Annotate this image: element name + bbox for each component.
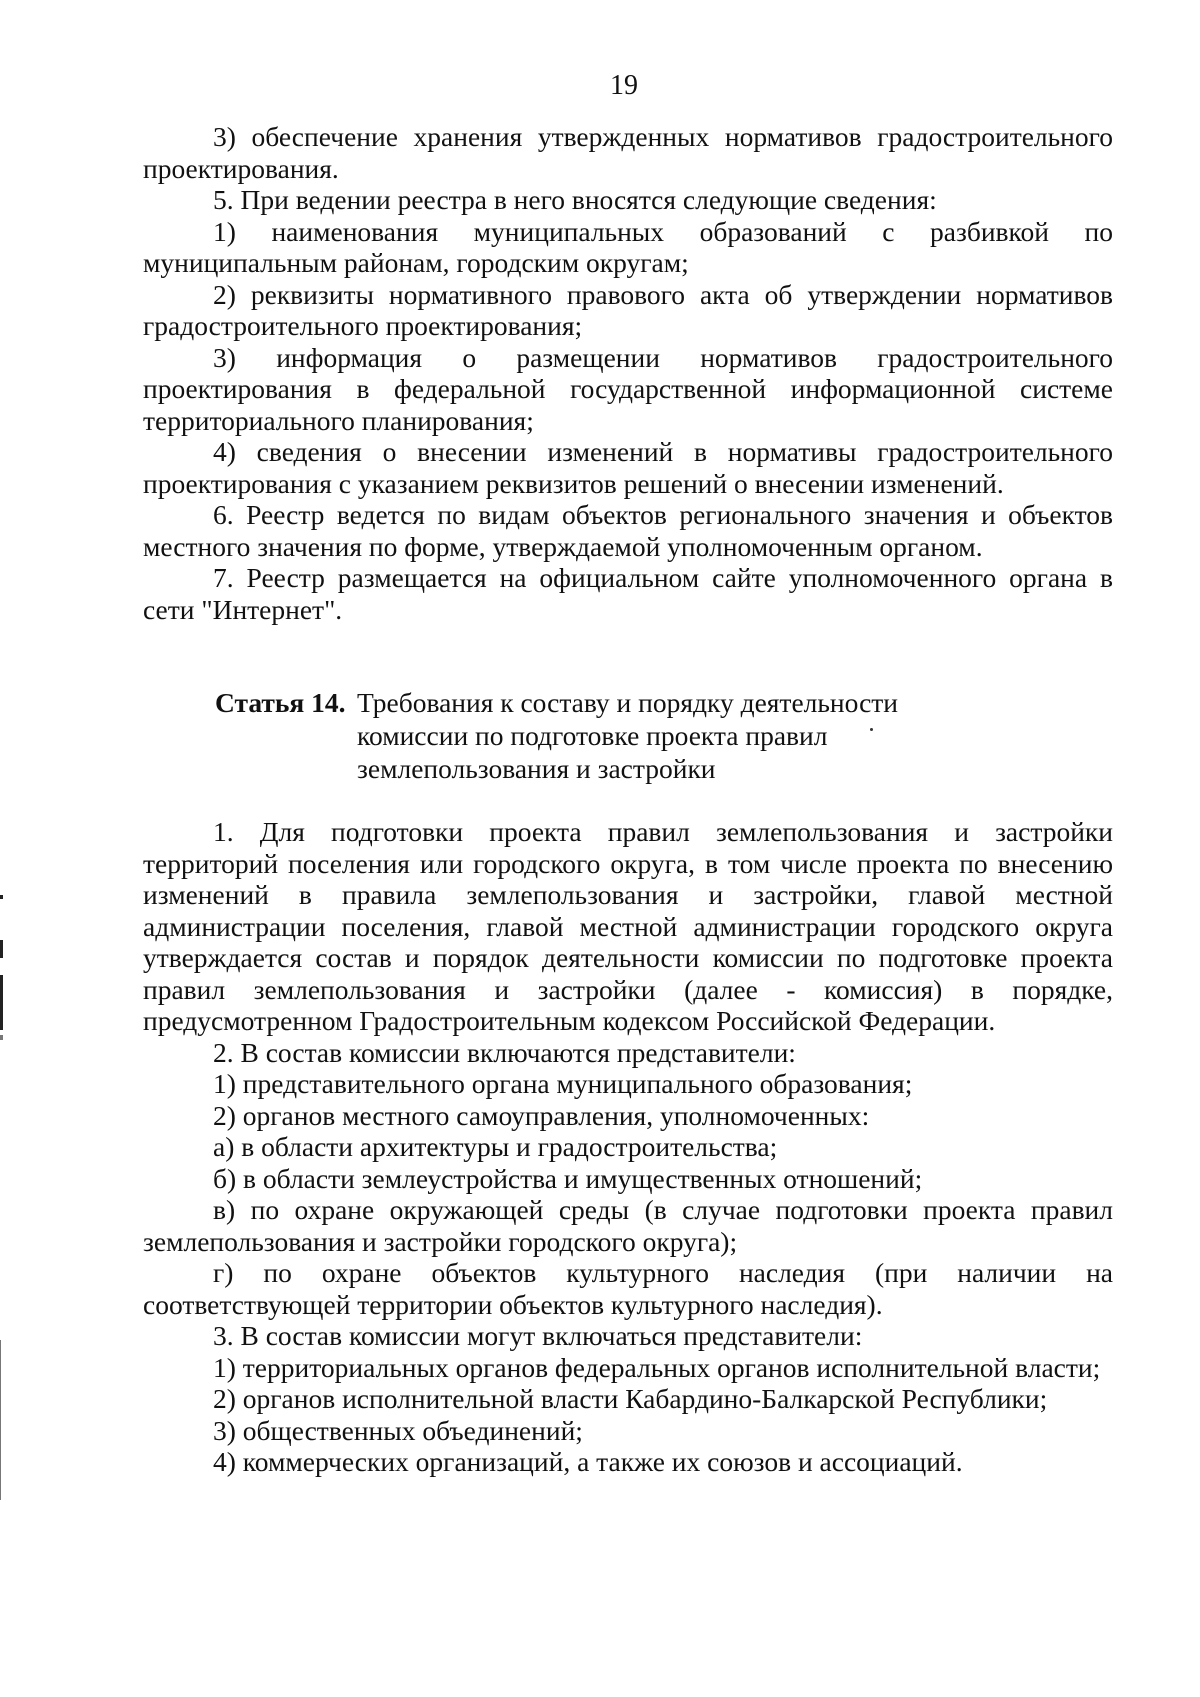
paragraph: 3) общественных объединений;: [213, 1414, 583, 1446]
scan-artifact-mark: [0, 940, 3, 958]
paragraph: 2) реквизиты нормативного правового акта об утверждении нормативов градостроительного проектирования;: [143, 278, 1113, 341]
article-title: Требования к составу и порядку деятельности комиссии по подготовке проекта правил землепользования и застройки: [357, 687, 899, 784]
scan-artifact-mark: [0, 1035, 3, 1040]
bottom-text-block: [143, 816, 1113, 1478]
scan-artifact-mark: [0, 975, 3, 1030]
paragraph: в) по охране окружающей среды (в случае подготовки проекта правил землепользования и застройки городского округа);: [143, 1194, 1113, 1257]
top-text-block: [143, 121, 1113, 625]
paragraph: 1) наименования муниципальных образований с разбивкой по муниципальным районам, городским округам;: [143, 215, 1113, 278]
paragraph: 1) территориальных органов федеральных органов исполнительной власти;: [213, 1351, 1101, 1383]
paragraph: 3) информация о размещении нормативов градостроительного проектирования в федеральной государственной информационной системе территориального планирования;: [143, 341, 1113, 436]
scan-artifact-mark: [0, 1340, 1, 1500]
paragraph: 2. В состав комиссии включаются представители:: [213, 1036, 796, 1068]
paragraph: б) в области землеустройства и имущественных отношений;: [213, 1162, 923, 1194]
paragraph: 4) коммерческих организаций, а также их союзов и ассоциаций.: [213, 1446, 963, 1477]
paragraph: 3) обеспечение хранения утвержденных нормативов градостроительного проектирования.: [143, 121, 1113, 184]
article-heading: [215, 686, 935, 785]
paragraph: 2) органов местного самоуправления, уполномоченных:: [213, 1099, 870, 1131]
page-number: 19: [610, 70, 638, 101]
paragraph: 1. Для подготовки проекта правил землепользования и застройки территорий поселения или городского округа, в том числе проекта по внесению изменений в правила землепользования и застройки, главой местной администрации поселения, главой местной администрации городского округа утверждается состав и порядок деятельности комиссии по подготовке проекта правил землепользования и застройки (далее - комиссия) в порядке, предусмотренном Градостроительным кодексом Российской Федерации.: [143, 816, 1113, 1036]
paragraph: 6. Реестр ведется по видам объектов регионального значения и объектов местного значения по форме, утверждаемой уполномоченным органом.: [143, 499, 1113, 562]
paragraph: 3. В состав комиссии могут включаться представители:: [213, 1320, 863, 1351]
paragraph: 2) органов исполнительной власти Кабардино-Балкарской Республики;: [213, 1383, 1048, 1414]
paragraph: г) по охране объектов культурного наследия (при наличии на соответствующей территории объектов культурного наследия).: [143, 1257, 1113, 1320]
scan-artifact-mark: [0, 895, 3, 899]
paragraph: а) в области архитектуры и градостроительства;: [213, 1131, 778, 1162]
paragraph: 7. Реестр размещается на официальном сайте уполномоченного органа в сети "Интернет".: [143, 562, 1113, 625]
paragraph: 1) представительного органа муниципального образования;: [213, 1068, 913, 1099]
scan-artifact-dot: [870, 728, 873, 731]
paragraph: 4) сведения о внесении изменений в нормативы градостроительного проектирования с указанием реквизитов решений о внесении изменений.: [143, 436, 1113, 499]
paragraph: 5. При ведении реестра в него вносятся следующие сведения:: [213, 184, 937, 215]
article-label: Статья 14.: [215, 687, 346, 718]
